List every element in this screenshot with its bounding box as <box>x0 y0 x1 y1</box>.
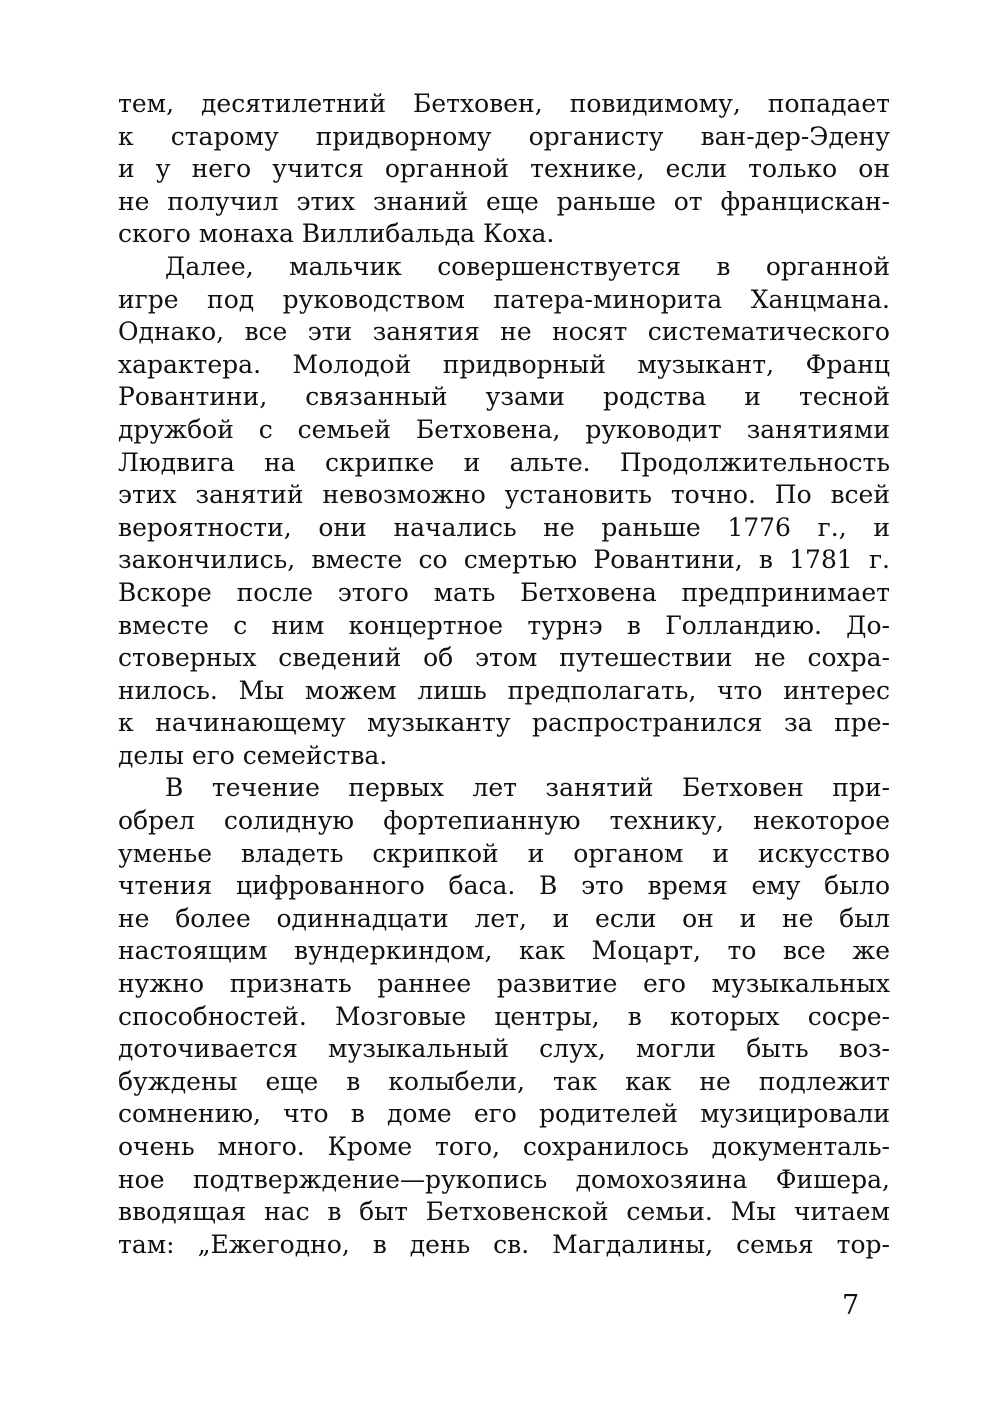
text-line: к старому придворному органисту ван-дер-Эдену <box>118 121 890 151</box>
text-line: там: „Ежегодно, в день св. Магдалины, семья тор- <box>118 1229 890 1259</box>
text-line: вводящая нас в быт Бетховенской семьи. Мы читаем <box>118 1197 890 1227</box>
text-line: способностей. Мозговые центры, в которых сосре- <box>118 1001 890 1031</box>
text-line: не более одиннадцати лет, и если он и не был <box>118 903 890 933</box>
text-line: дружбой с семьей Бетховена, руководит занятиями <box>118 414 890 444</box>
text-line: Ровантини, связанный узами родства и тесной <box>118 382 890 412</box>
text-line: не получил этих знаний еще раньше от францискан- <box>118 186 890 216</box>
text-line: вместе с ним концертное турнэ в Голландию. До- <box>118 610 890 640</box>
text-line: делы его семейства. <box>118 740 388 770</box>
text-line: Людвига на скрипке и альте. Продолжительность <box>118 447 890 477</box>
text-line: В течение первых лет занятий Бетховен при- <box>165 773 890 803</box>
text-line: Вскоре после этого мать Бетховена предпринимает <box>118 577 890 607</box>
page-number: 7 <box>842 1290 860 1321</box>
text-line: нужно признать раннее развитие его музыкальных <box>118 969 890 999</box>
text-line: ное подтверждение—рукопись домохозяина Фишера, <box>118 1164 890 1194</box>
text-line: Однако, все эти занятия не носят систематического <box>118 317 890 347</box>
text-line: чтения цифрованного баса. В это время ему было <box>118 871 890 901</box>
text-line: буждены еще в колыбели, так как не подлежит <box>118 1066 890 1096</box>
text-line: к начинающему музыканту распространился за пре- <box>118 708 890 738</box>
text-line: характера. Молодой придворный музыкант, Франц <box>118 349 890 379</box>
text-line: этих занятий невозможно установить точно. По всей <box>118 480 890 510</box>
text-line: закончились, вместе со смертью Ровантини, в 1781 г. <box>118 545 890 575</box>
text-line: и у него учится органной технике, если только он <box>118 154 890 184</box>
text-line: уменье владеть скрипкой и органом и искусство <box>118 838 890 868</box>
text-line: доточивается музыкальный слух, могли быть воз- <box>118 1034 890 1064</box>
page-body <box>118 88 890 1261</box>
text-line: игре под руководством патера-минорита Ханцмана. <box>118 284 890 314</box>
text-line: нилось. Мы можем лишь предполагать, что интерес <box>118 675 890 705</box>
text-line: сомнению, что в доме его родителей музицировали <box>118 1099 890 1129</box>
text-line: вероятности, они начались не раньше 1776 г., и <box>118 512 890 542</box>
text-line: тем, десятилетний Бетховен, повидимому, попадает <box>118 89 890 118</box>
text-line: Далее, мальчик совершенствуется в органной <box>165 251 890 281</box>
text-line: обрел солидную фортепианную технику, некоторое <box>118 806 890 836</box>
text-line: ского монаха Виллибальда Коха. <box>118 219 555 249</box>
text-line: стоверных сведений об этом путешествии не сохра- <box>118 643 890 673</box>
text-line: очень много. Кроме того, сохранилось документаль- <box>118 1132 890 1161</box>
text-line: настоящим вундеркиндом, как Моцарт, то все же <box>118 936 890 966</box>
